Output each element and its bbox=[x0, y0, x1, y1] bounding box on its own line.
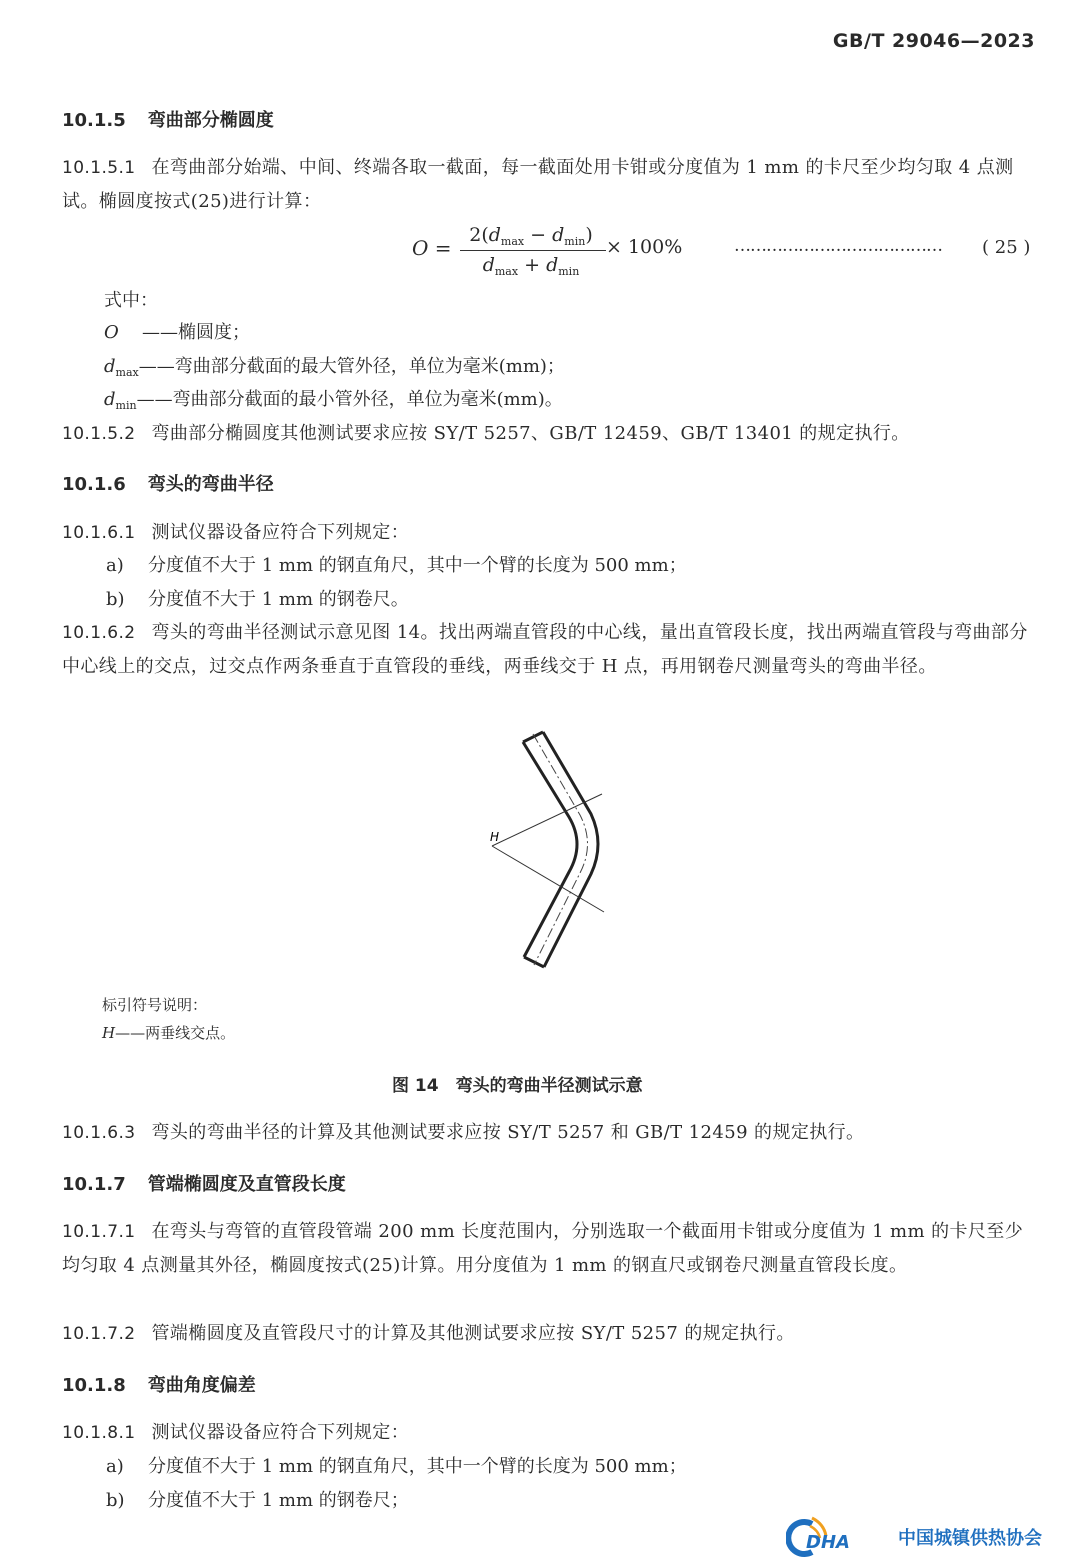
paragraph-10-1-7-1 bbox=[62, 1215, 1038, 1283]
clause-text: 弯曲部分椭圆度其他测试要求应按 SY/T 5257、GB/T 12459、GB/T 13401 的规定执行。 bbox=[151, 423, 910, 444]
section-heading-10-1-6 bbox=[62, 470, 274, 496]
list-item-a bbox=[106, 549, 687, 583]
paragraph-10-1-6-1 bbox=[62, 516, 1038, 550]
section-title: 弯头的弯曲半径 bbox=[147, 474, 274, 495]
list-item-b bbox=[106, 583, 409, 617]
d-symbol: d bbox=[546, 254, 559, 276]
formula-lhs: O = bbox=[412, 236, 452, 260]
paragraph-10-1-7-2 bbox=[62, 1317, 1038, 1351]
list-item-b bbox=[106, 1484, 409, 1518]
formula-percent: × 100% bbox=[606, 236, 683, 258]
section-number: 10.1.8 bbox=[62, 1375, 126, 1396]
list-item-a bbox=[106, 1450, 687, 1484]
where-label: 式中： bbox=[104, 290, 158, 311]
where-item-o bbox=[104, 316, 250, 350]
paragraph-10-1-6-2 bbox=[62, 616, 1038, 684]
close-paren: ) bbox=[585, 224, 593, 246]
symbol-desc: ——椭圆度； bbox=[142, 322, 250, 343]
max-subscript: max bbox=[500, 235, 525, 248]
formula-numerator bbox=[458, 224, 604, 248]
clause-number: 10.1.8.1 bbox=[62, 1423, 136, 1443]
min-subscript: min bbox=[558, 265, 580, 278]
fraction-bar bbox=[460, 250, 606, 251]
section-heading-10-1-5 bbox=[62, 106, 274, 132]
paragraph-10-1-6-3 bbox=[62, 1116, 1038, 1150]
bottom-end-cap bbox=[524, 957, 544, 967]
symbol-sub: min bbox=[115, 399, 137, 412]
d-symbol: d bbox=[482, 254, 495, 276]
clause-text: 测试仪器设备应符合下列规定： bbox=[151, 522, 410, 543]
minus-sign: − bbox=[524, 224, 553, 246]
formula-number: ( 25 ) bbox=[982, 237, 1031, 258]
section-number: 10.1.5 bbox=[62, 110, 126, 131]
list-text: 分度值不大于 1 mm 的钢卷尺； bbox=[148, 1490, 409, 1511]
section-title: 弯曲角度偏差 bbox=[147, 1375, 256, 1396]
section-title: 管端椭圆度及直管段长度 bbox=[147, 1174, 346, 1195]
list-text: 分度值不大于 1 mm 的钢直角尺，其中一个臂的长度为 500 mm； bbox=[148, 555, 687, 576]
legend-title: 标引符号说明： bbox=[102, 996, 208, 1014]
d-symbol: d bbox=[552, 224, 565, 246]
cdha-watermark-logo bbox=[786, 1514, 1066, 1558]
list-marker: a) bbox=[106, 555, 124, 576]
section-title: 弯曲部分椭圆度 bbox=[147, 110, 274, 131]
clause-text: 在弯曲部分始端、中间、终端各取一截面，每一截面处用卡钳或分度值为 1 mm 的卡尺至少均匀取 4 点测试。椭圆度按式(25)进行计算： bbox=[62, 157, 1014, 212]
top-end-cap bbox=[523, 732, 543, 742]
section-heading-10-1-8 bbox=[62, 1371, 256, 1397]
plus-sign: + bbox=[518, 254, 547, 276]
legend-desc: ——两垂线交点。 bbox=[115, 1024, 236, 1042]
legend-item-h bbox=[102, 1022, 235, 1043]
elbow-bend-diagram bbox=[480, 722, 620, 982]
figure-caption: 图 14 弯头的弯曲半径测试示意 bbox=[392, 1076, 643, 1096]
section-heading-10-1-7 bbox=[62, 1170, 346, 1196]
logo-org-name: 中国城镇供热协会 bbox=[898, 1528, 1042, 1549]
cdha-logo-mark bbox=[786, 1514, 882, 1558]
inner-wall bbox=[543, 732, 598, 967]
section-number: 10.1.6 bbox=[62, 474, 126, 495]
standard-number: GB/T 29046—2023 bbox=[832, 30, 1035, 52]
list-text: 分度值不大于 1 mm 的钢卷尺。 bbox=[148, 589, 409, 610]
clause-text: 弯头的弯曲半径的计算及其他测试要求应按 SY/T 5257 和 GB/T 12459 的规定执行。 bbox=[151, 1122, 865, 1143]
clause-text: 管端椭圆度及直管段尺寸的计算及其他测试要求应按 SY/T 5257 的规定执行。 bbox=[151, 1323, 795, 1344]
min-subscript: min bbox=[564, 235, 586, 248]
perpendicular-line-upper bbox=[492, 794, 602, 846]
formula-denominator bbox=[458, 254, 604, 278]
clause-number: 10.1.6.2 bbox=[62, 623, 136, 643]
formula-leader-dots: ………………………………… bbox=[734, 236, 942, 256]
clause-number: 10.1.5.1 bbox=[62, 158, 136, 178]
logo-letters: DHA bbox=[806, 1532, 850, 1553]
clause-text: 弯头的弯曲半径测试示意见图 14。找出两端直管段的中心线，量出直管段长度，找出两端直管段与弯曲部分中心线上的交点，过交点作两条垂直于直管段的垂线，两垂线交于 H 点，再用钢卷尺测量弯头的弯曲半径。 bbox=[62, 622, 1028, 677]
section-number: 10.1.7 bbox=[62, 1174, 126, 1195]
paragraph-10-1-8-1 bbox=[62, 1416, 1038, 1450]
symbol-desc: ——弯曲部分截面的最小管外径，单位为毫米(mm)。 bbox=[136, 389, 563, 410]
clause-number: 10.1.5.2 bbox=[62, 424, 136, 444]
symbol: d bbox=[104, 356, 116, 377]
clause-text: 在弯头与弯管的直管段管端 200 mm 长度范围内，分别选取一个截面用卡钳或分度值为 1 mm 的卡尺至少均匀取 4 点测量其外径，椭圆度按式(25)计算。用分度值为 1 mm 的钢直尺或钢卷尺测量直管段长度。 bbox=[62, 1221, 1024, 1276]
paragraph-10-1-5-1 bbox=[62, 151, 1038, 219]
clause-number: 10.1.6.1 bbox=[62, 523, 136, 543]
list-marker: b) bbox=[106, 589, 125, 610]
clause-number: 10.1.6.3 bbox=[62, 1123, 136, 1143]
symbol-sub: max bbox=[115, 366, 139, 379]
clause-text: 测试仪器设备应符合下列规定： bbox=[151, 1422, 410, 1443]
centerline bbox=[533, 734, 588, 965]
numerator-prefix: 2( bbox=[469, 224, 489, 246]
clause-number: 10.1.7.2 bbox=[62, 1324, 136, 1344]
symbol-desc: ——弯曲部分截面的最大管外径，单位为毫米(mm)； bbox=[138, 356, 565, 377]
paragraph-10-1-5-2 bbox=[62, 417, 1038, 451]
max-subscript: max bbox=[494, 265, 519, 278]
list-text: 分度值不大于 1 mm 的钢直角尺，其中一个臂的长度为 500 mm； bbox=[148, 1456, 687, 1477]
list-marker: b) bbox=[106, 1490, 125, 1511]
symbol: d bbox=[104, 389, 116, 410]
clause-number: 10.1.7.1 bbox=[62, 1222, 136, 1242]
legend-symbol: H bbox=[102, 1024, 116, 1042]
h-point-label: H bbox=[490, 830, 500, 844]
d-symbol: d bbox=[488, 224, 501, 246]
list-marker: a) bbox=[106, 1456, 124, 1477]
symbol: O bbox=[104, 322, 119, 343]
